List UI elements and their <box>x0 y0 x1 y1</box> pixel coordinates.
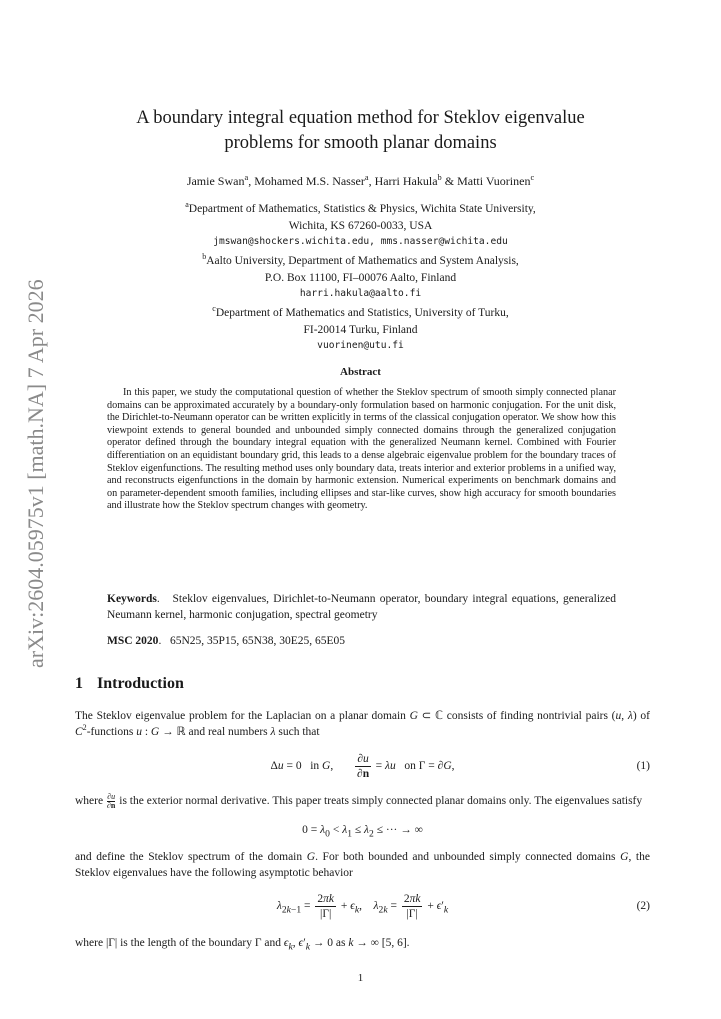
msc-classification: MSC 2020. 65N25, 35P15, 65N38, 30E25, 65E05 <box>107 635 345 647</box>
author-list <box>80 174 641 189</box>
msc-codes: 65N25, 35P15, 65N38, 30E25, 65E05 <box>169 635 345 647</box>
author-name: Jamie Swan <box>186 174 245 188</box>
affiliation-mark: c <box>212 304 216 314</box>
equation-2: $\lambda_{2k-1}$ = $\frac{2\pi k}{|\Gamma|}$ + $\epsilon_k$, $\lambda_{2k}$ = $\frac{2\pi k}{|\Gamma|}$ + $\epsilon'_k$ (2) <box>276 893 650 920</box>
author-affiliation-mark: c <box>530 173 535 182</box>
paper-title <box>80 106 641 156</box>
author-name: Mohamed M.S. Nasser <box>254 174 365 188</box>
equation-1: Δu = 0 in G, $\frac{\partial u}{\partial n}$ = λu on Γ = ∂G, (1) <box>270 753 650 780</box>
affiliation-line: Department of Mathematics and Statistics, University of Turku, <box>215 307 509 319</box>
section-heading <box>75 675 184 693</box>
msc-label: MSC 2020 <box>107 635 159 647</box>
keywords-label: Keywords <box>107 593 157 605</box>
arxiv-identifier-stamp[interactable]: arXiv:2604.05975v1 [math.NA] 7 Apr 2026 <box>23 279 48 668</box>
intro-paragraph-1: The Steklov eigenvalue problem for the Laplacian on a planar domain G ⊂ ℂ consists of finding nontrivial pairs (u, λ) of $C^2$-functions u : G → ℝ and real numbers λ such that <box>75 710 650 738</box>
affiliation-c <box>90 305 631 355</box>
affiliation-mark: a <box>185 200 189 210</box>
author-email[interactable]: harri.hakula@aalto.fi <box>299 288 422 299</box>
author-name: Harri Hakula <box>374 174 438 188</box>
author-affiliation-mark: a <box>364 173 369 182</box>
affiliation-a <box>90 201 631 251</box>
author-name: Matti Vuorinen <box>457 174 531 188</box>
affiliation-mark: b <box>202 252 207 262</box>
abstract-text: In this paper, we study the computational question of whether the Steklov spectrum of smooth simply connected planar domains can be approximated accurately by a boundary-only formulation based on harmonic conjugation. For the unit disk, the Dirichlet-to-Neumann operator can be written explicitly in terms of the classical conjugation operator. We show how this viewpoint extends to general bounded and unbounded simply connected domains through the generalized conjugation operator defined through the boundary integral equation with the generalized Neumann kernel. Combined with Fourier differentiation on an equidistant boundary grid, this leads to a dense algebraic eigenvalue problem for the boundary traces of Steklov eigenfunctions. The resulting method uses only boundary data, treats interior and exterior problems in a unified way, and reconstructs eigenfunctions in the domain by harmonic extension. Numerical experiments on benchmark domains and on parameter-dependent smooth families, including ellipses and star-like curves, show high accuracy for smooth boundaries and illustrate how the Steklov spectrum changes with geometry. <box>107 387 616 512</box>
section-title: Introduction <box>97 675 184 692</box>
section-number: 1 <box>75 675 83 692</box>
title-line-1: A boundary integral equation method for Steklov eigenvalue <box>136 108 585 128</box>
equation-number: (1) <box>636 760 650 772</box>
author-affiliation-mark: b <box>437 173 442 182</box>
author-email[interactable]: jmswan@shockers.wichita.edu, mms.nasser@wichita.edu <box>213 236 508 247</box>
affiliation-line: P.O. Box 11100, FI–00076 Aalto, Finland <box>264 271 457 284</box>
author-separator: , <box>368 174 375 188</box>
author-separator: , <box>248 174 255 188</box>
affiliation-line: Department of Mathematics, Statistics & Physics, Wichita State University, <box>188 203 536 215</box>
abstract-heading: Abstract <box>340 366 381 378</box>
equation-number: (2) <box>636 900 650 912</box>
affiliation-line: FI-20014 Turku, Finland <box>303 323 418 336</box>
intro-paragraph-3: and define the Steklov spectrum of the domain G. For both bounded and unbounded simply connected domains G, the Steklov eigenvalues have the following asymptotic behavior <box>75 851 650 879</box>
page-number: 1 <box>357 972 364 984</box>
author-affiliation-mark: a <box>244 173 249 182</box>
affiliation-b <box>90 253 631 303</box>
author-separator: & <box>441 174 458 188</box>
eigenvalue-ordering-equation: $0 = \lambda_0 < \lambda_1 \le \lambda_2$ ≤ ··· → ∞ <box>302 824 423 840</box>
keywords-list: Steklov eigenvalues, Dirichlet-to-Neumann operator, boundary integral equations, generalized Neumann kernel, harmonic conjugation, spectral geometry <box>107 593 617 621</box>
title-line-2: problems for smooth planar domains <box>224 133 497 153</box>
author-email[interactable]: vuorinen@utu.fi <box>317 340 404 351</box>
affiliation-line: Aalto University, Department of Mathematics and System Analysis, <box>206 255 519 267</box>
affiliation-line: Wichita, KS 67260-0033, USA <box>288 219 433 232</box>
keywords: Keywords. Steklov eigenvalues, Dirichlet-to-Neumann operator, boundary integral equations, generalized Neumann kernel, harmonic conjugation, spectral geometry <box>107 593 617 621</box>
intro-paragraph-4: where |Γ| is the length of the boundary Γ and $\epsilon_k$, $\epsilon'_k \to 0$ as k → ∞ [5, 6]. <box>75 937 410 953</box>
intro-paragraph-2: where $\frac{\partial u}{\partial n}$ is the exterior normal derivative. This paper treats simply connected planar domains only. The eigenvalues satisfy <box>75 792 643 810</box>
